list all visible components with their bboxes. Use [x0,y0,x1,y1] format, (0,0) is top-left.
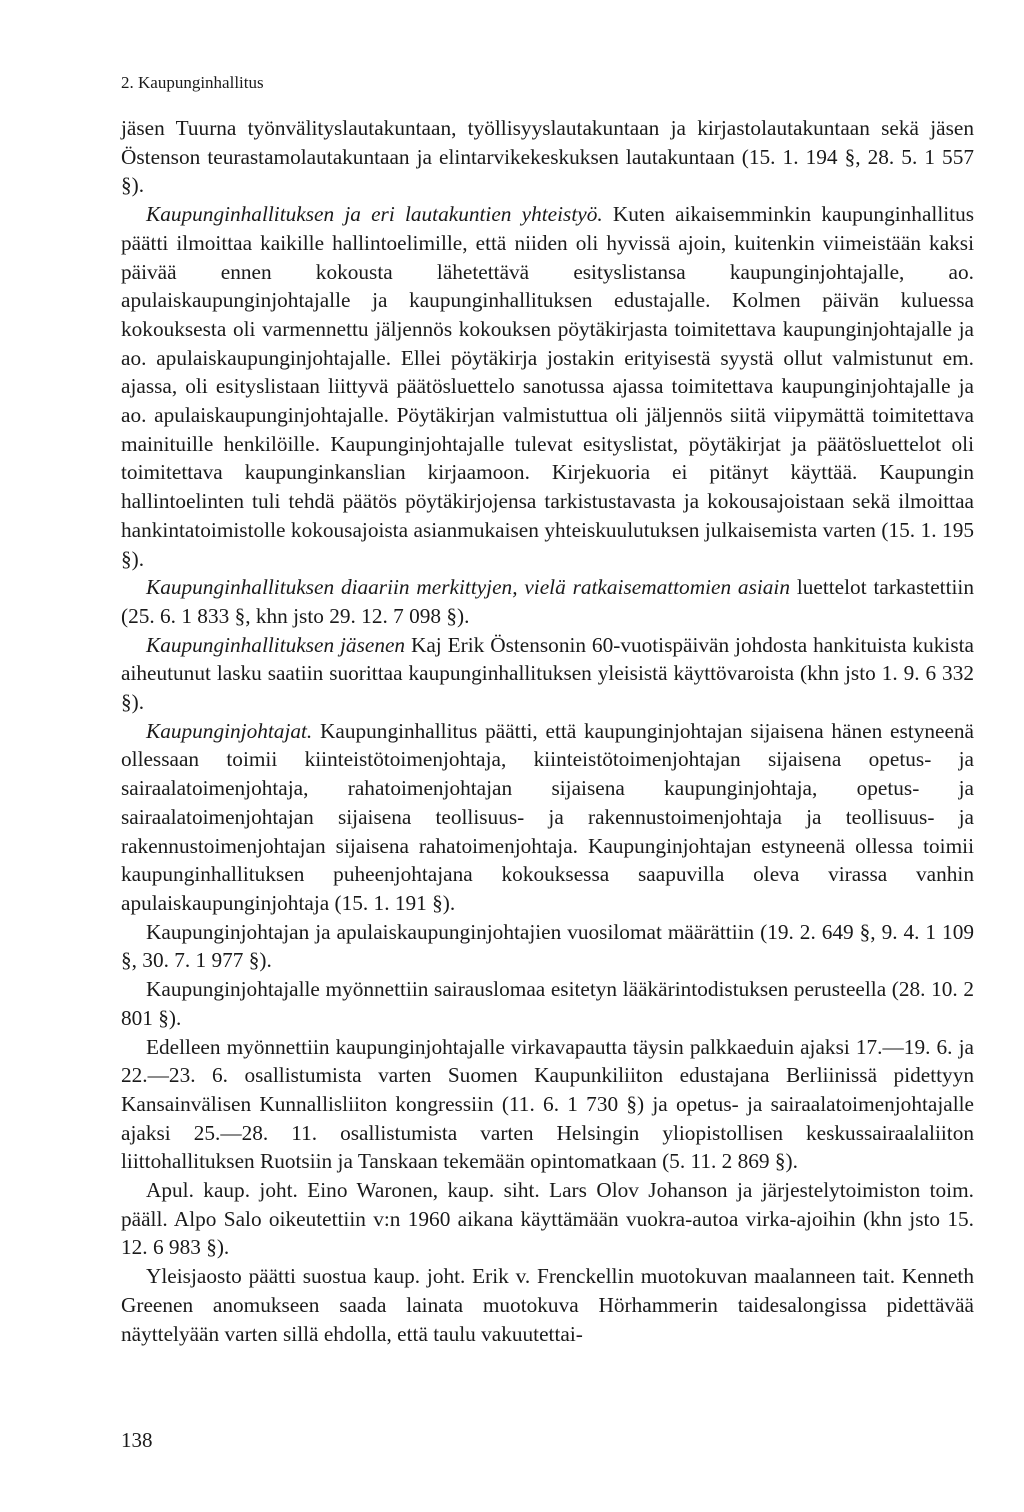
paragraph-text: Kaupunginjohtajalle myönnettiin sairauslomaa esitetyn lääkärintodistuksen perusteella (28. 10. 2 801 §). [121,977,974,1030]
paragraph [121,631,974,717]
paragraph-text: Kaj Erik Östensonin 60-vuotispäivän johdosta hankituista kukista aiheutunut lasku saatiin suorittaa kaupunginhallituksen yleisistä käyttövaroista (khn jsto 1. 9. 6 332 §). [121,632,974,715]
paragraph-lead: Kaupunginhallituksen ja eri lautakuntien yhteistyö. [146,202,603,227]
paragraph-text: Kaupunginhallitus päätti, että kaupunginjohtajan sijaisena hänen estyneenä ollessaan toimii kiinteistötoimenjohtaja, kiinteistötoimenjohtajan sijaisena opetus- ja sairaalatoimenjohtaja, rahatoimenjohtajan sijaisena kaupunginjohtaja, opetus- ja sairaalatoimenjohtajan sijaisena teollisuus- ja rakennustoimenjohtaja ja teollisuus- ja rakennustoimenjohtajan sijaisena rahatoimenjohtaja. Kaupunginjohtajan estyneenä ollessa toimii kaupunginhallituksen puheenjohtajana kokouksessa saapuvilla oleva virassa vanhin apulaiskaupunginjohtaja (15. 1. 191 §). [121,718,974,915]
paragraph-text: Yleisjaosto päätti suostua kaup. joht. Erik v. Frenckellin muotokuvan maalanneen tait. Kenneth Greenen anomukseen saada lainata muotokuva Hörhammerin taidesalongissa pidettävää näyttelyään varten sillä ehdolla, että taulu vakuutettai- [121,1264,974,1346]
paragraph [121,114,974,200]
paragraph-lead: Kaupunginjohtajat. [146,718,313,743]
paragraph [121,918,974,975]
paragraph [121,200,974,573]
paragraph [121,573,974,630]
running-head: 2. Kaupunginhallitus [121,73,264,92]
paragraph-text: Apul. kaup. joht. Eino Waronen, kaup. siht. Lars Olov Johanson ja järjestelytoimiston toim. pääll. Alpo Salo oikeutettiin v:n 1960 aikana käyttämään vuokra-autoa virka-ajoihin (khn jsto 15. 12. 6 983 §). [121,1178,974,1260]
document-page [121,72,974,1348]
paragraph [121,975,974,1032]
paragraph-text: jäsen Tuurna työnvälityslautakuntaan, työllisyyslautakuntaan ja kirjastolautakuntaan sekä jäsen Östenson teurastamolautakuntaan ja elintarvikekeskuksen lautakuntaan (15. 1. 194 §, 28. 5. 1 557 §). [121,116,974,198]
paragraph-lead: Kaupunginhallituksen diaariin merkittyjen, vielä ratkaisemattomien asiain [146,575,790,600]
paragraph [121,1176,974,1262]
paragraph [121,717,974,918]
paragraph [121,1262,974,1348]
paragraph-text: Edelleen myönnettiin kaupunginjohtajalle virkavapautta täysin palkkaeduin ajaksi 17.—19. 6. ja 22.—23. 6. osallistumista varten Suomen Kaupunkiliiton edustajana Berliinissä pidettyyn Kansainvälisen Kunnallisliiton kongressiin (11. 6. 1 730 §) ja opetus- ja sairaalatoimenjohtajalle ajaksi 25.—28. 11. osallistumista varten Helsingin yliopistollisen keskussairaalaliiton liittohallituksen Ruotsiin ja Tanskaan tekemään opintomatkaan (5. 11. 2 869 §). [121,1034,974,1174]
paragraph-text: Kuten aikaisemminkin kaupunginhallitus päätti ilmoittaa kaikille hallintoelimille, että niiden oli hyvissä ajoin, kuitenkin viimeistään kaksi päivää ennen kokousta lähetettävä esityslistansa kaupunginjohtajalle, ao. apulaiskaupunginjohtajalle ja kaupunginhallituksen edustajalle. Kolmen päivän kuluessa kokouksesta oli varmennettu jäljennös kokouksen pöytäkirjasta toimitettava kaupunginjohtajalle ja ao. apulaiskaupunginjohtajalle. Ellei pöytäkirja jostakin erityisestä syystä ollut valmistunut em. ajassa, oli esityslistaan liittyvä päätösluettelo sanotussa ajassa toimitettava kaupunginjohtajalle ja ao. apulaiskaupunginjohtajalle. Pöytäkirjan valmistuttua oli jäljennös siitä viipymättä toimitettava mainituille henkilöille. Kaupunginjohtajalle tulevat esityslistat, pöytäkirjat ja päätösluettelot oli toimitettava kaupunginkanslian kirjaamoon. Kirjekuoria ei pitänyt käyttää. Kaupungin hallintoelinten tuli tehdä päätös pöytäkirjojensa tarkistustavasta ja kokousajoistaan sekä ilmoittaa hankintatoimistolle kokousajoista asianmukaisen yhteiskuulutuksen julkaisemista varten (15. 1. 195 §). [121,202,975,571]
paragraph [121,1033,974,1177]
paragraph-text: Kaupunginjohtajan ja apulaiskaupunginjohtajien vuosilomat määrättiin (19. 2. 649 §, 9. 4. 1 109 §, 30. 7. 1 977 §). [121,919,974,973]
paragraph-text: luettelot tarkastettiin (25. 6. 1 833 §, khn jsto 29. 12. 7 098 §). [121,575,974,628]
page-number: 138 [121,1428,153,1452]
paragraph-lead: Kaupunginhallituksen jäsenen [146,632,406,657]
